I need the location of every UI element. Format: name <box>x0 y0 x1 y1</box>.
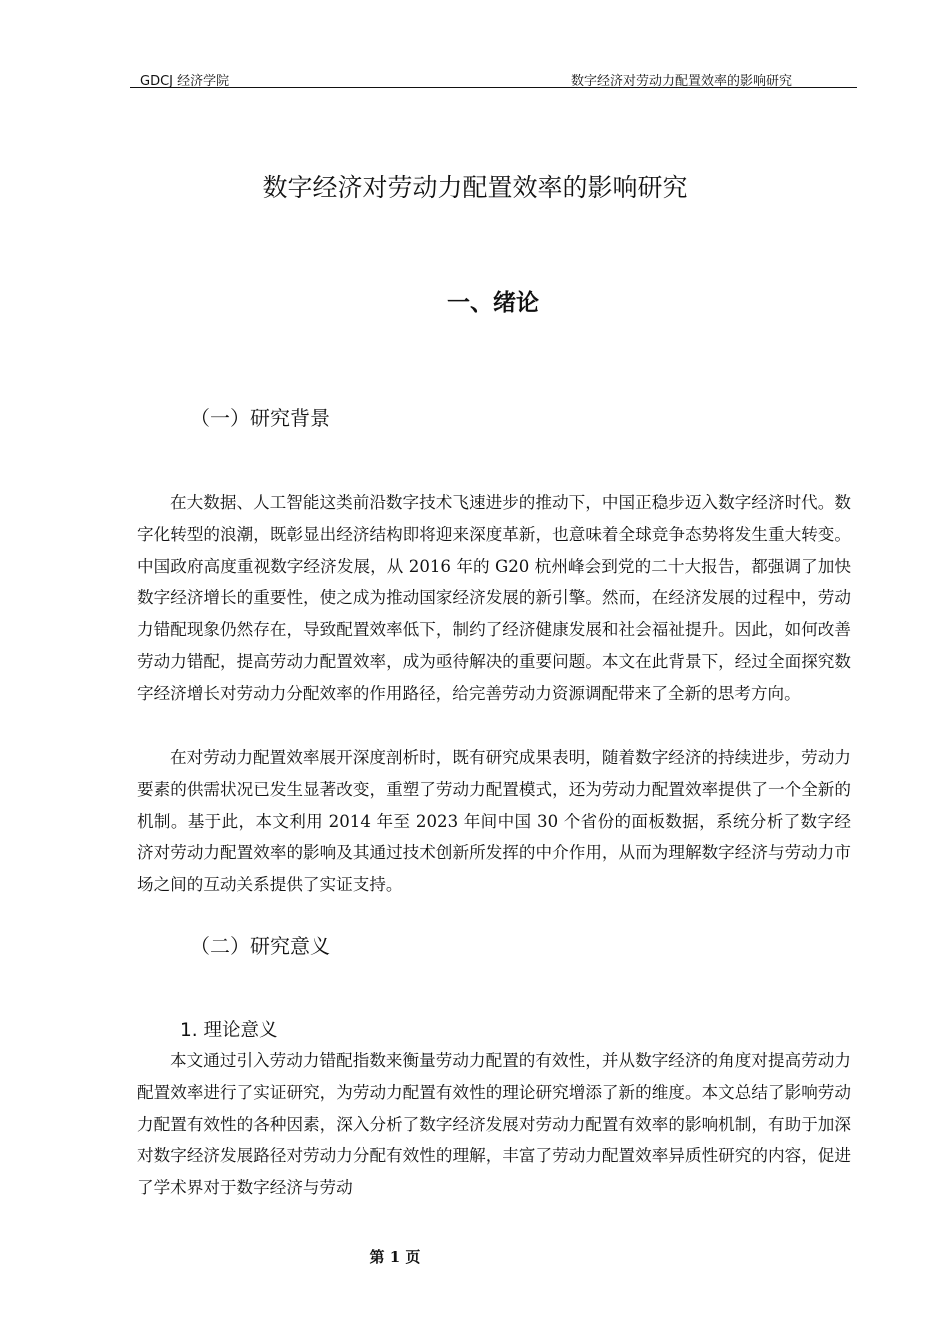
document-title: 数字经济对劳动力配置效率的影响研究 <box>262 173 688 202</box>
header-running-title: 数字经济对劳动力配置效率的影响研究 <box>570 74 792 89</box>
page-number: 第 1 页 <box>369 1248 421 1266</box>
paragraph-background-2: 在对劳动力配置效率展开深度剖析时，既有研究成果表明，随着数字经济的持续进步，劳动力要素的供需状况已发生显著改变，重塑了劳动力配置模式，还为劳动力配置效率提供了一个全新的机制。基于此，本文利用 2014 年至 2023 年间中国 30 个省份的面板数据，系统分析了数字经济对劳动力配置效率的影响及其通过技术创新所发挥的中介作用，从而为理解数字经济与劳动力市场之间的互动关系提供了实证支持。 <box>137 748 851 895</box>
chapter-heading: 一、绪论 <box>447 290 539 316</box>
paragraph-background-1: 在大数据、人工智能这类前沿数字技术飞速进步的推动下，中国正稳步迈入数字经济时代。数字化转型的浪潮，既彰显出经济结构即将迎来深度革新，也意味着全球竞争态势将发生重大转变。中国政府高度重视数字经济发展，从 2016 年的 G20 杭州峰会到党的二十大报告，都强调了加快数字经济增长的重要性，使之成为推动国家经济发展的新引擎。然而，在经济发展的过程中，劳动力错配现象仍然存在，导致配置效率低下，制约了经济健康发展和社会福祉提升。因此，如何改善劳动力错配，提高劳动力配置效率，成为亟待解决的重要问题。本文在此背景下，经过全面探究数字经济增长对劳动力分配效率的作用路径，给完善劳动力资源调配带来了全新的思考方向。 <box>137 493 851 703</box>
subsection-heading-theory: 1. 理论意义 <box>180 1020 278 1041</box>
header-institution: GDCJ 经济学院 <box>140 74 230 89</box>
header-divider <box>130 87 857 88</box>
paragraph-theory: 本文通过引入劳动力错配指数来衡量劳动力配置的有效性，并从数字经济的角度对提高劳动力配置效率进行了实证研究，为劳动力配置有效性的理论研究增添了新的维度。本文总结了影响劳动力配置有效性的各种因素，深入分析了数字经济发展对劳动力配置有效率的影响机制，有助于加深对数字经济发展路径对劳动力分配有效性的理解，丰富了劳动力配置效率异质性研究的内容，促进了学术界对于数字经济与劳动 <box>137 1051 851 1198</box>
section-heading-significance: （二）研究意义 <box>190 934 330 958</box>
section-heading-background: （一）研究背景 <box>190 406 330 430</box>
